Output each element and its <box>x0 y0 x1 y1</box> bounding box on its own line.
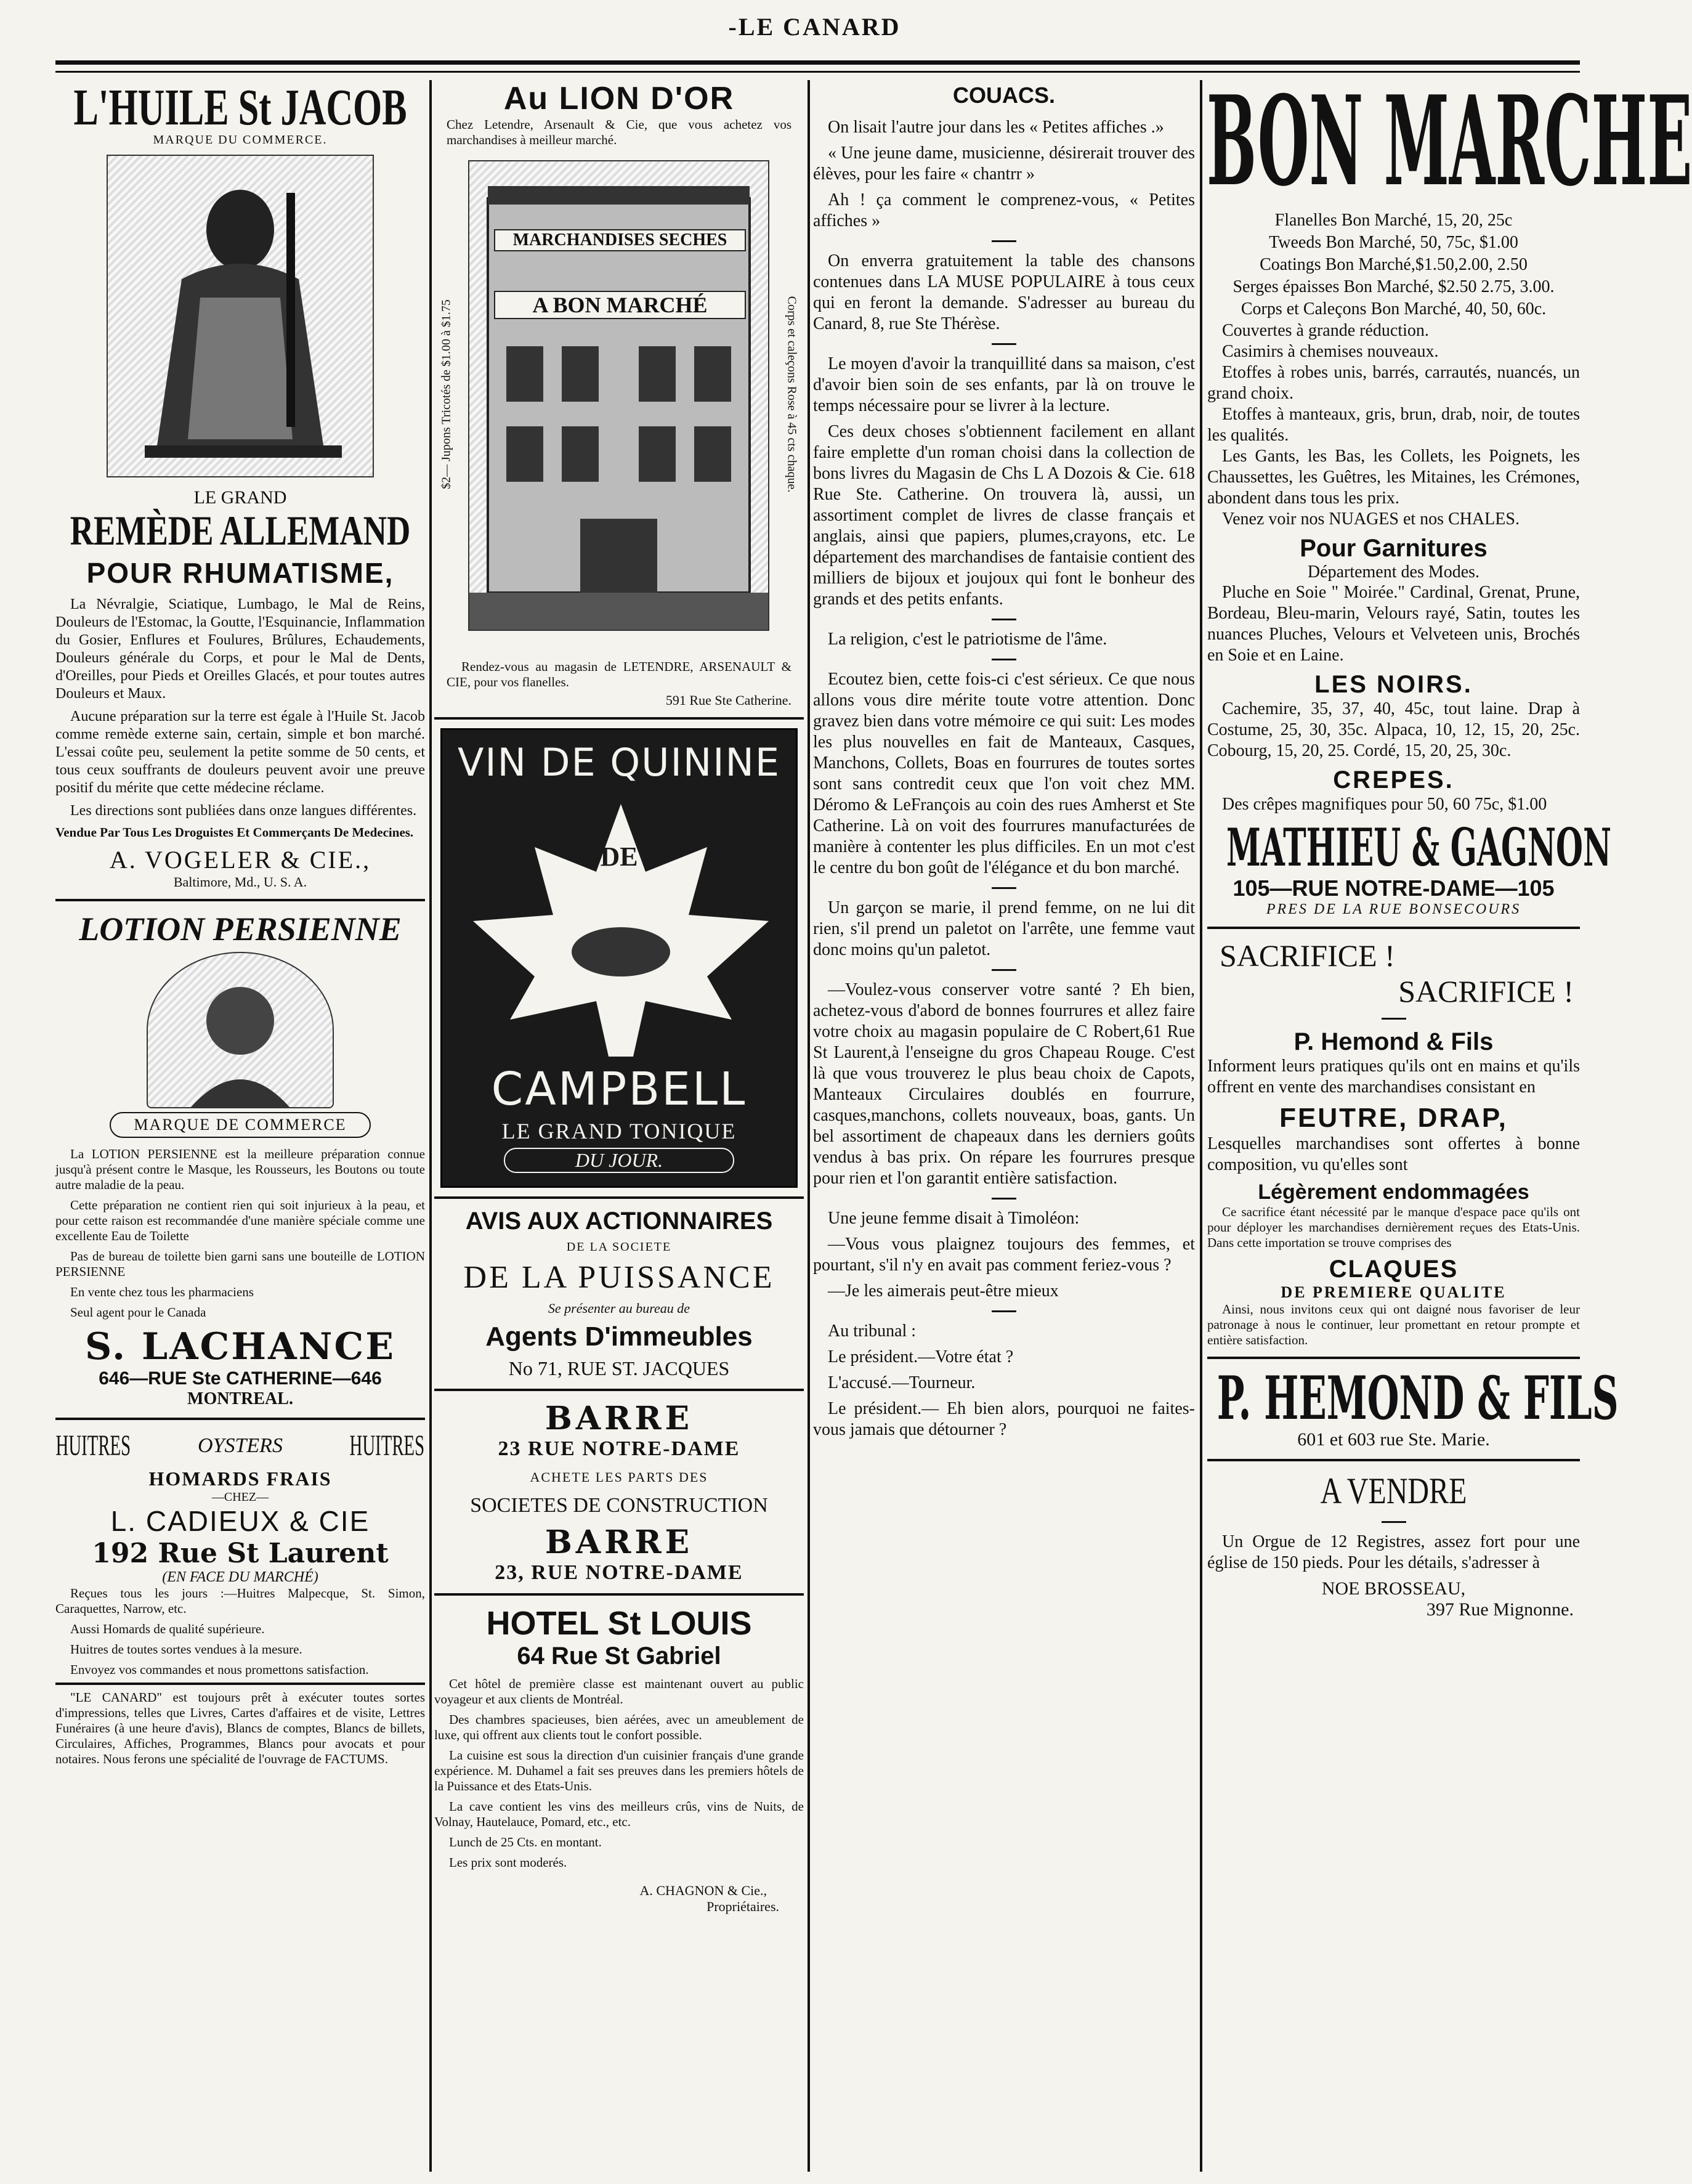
bon-marche-line: Corps et Caleçons Bon Marché, 40, 50, 60c. <box>1241 299 1547 319</box>
couacs-paragraph: Ces deux choses s'obtiennent facilement en allant faire emplette d'un roman choisi dans la collection de bons livres du Magasin de Chs L A Dozois & Cie. 618 Rue Ste. Catherine. On trouvera là, aussi, un assortiment complet de livres de classe français et anglais, ainsi que papiers, plumes,crayons, etc. Le département des marchandises de fantaisie contient des milliers de bijoux et joujoux qui font le bonheur des grands et des petits enfants. <box>813 422 1195 609</box>
vin-de: DE <box>600 842 638 872</box>
store-sign-main: A BON MARCHÉ <box>494 291 746 319</box>
grand-tonique: LE GRAND TONIQUE <box>501 1119 737 1143</box>
lotion-paragraph: La LOTION PERSIENNE est la meilleure préparation connue jusqu'à présent contre le Masque, les Rousseurs, les Boutons ou toute autre maladie de la peau. <box>55 1147 425 1192</box>
bon-marche-line: Tweeds Bon Marché, 50, 75c, $1.00 <box>1269 233 1518 252</box>
cadieux-paragraph: Aussi Homards de qualité supérieure. <box>70 1622 265 1636</box>
lion-side-left-text: $2— Jupons Tricotés de $1.00 à $1.75 <box>439 299 453 489</box>
achete-line: ACHETE LES PARTS DES <box>530 1469 708 1485</box>
remede-paragraph: La Névralgie, Sciatique, Lumbago, le Mal de Reins, Douleurs de l'Estomac, la Goutte, l'Esquinancie, Inflammation du Gosier, Enflures et Foulures, Brûlures, Echaudements, Douleurs générale du Corps, et pour le Mal de Dents, d'Oreilles, pour Pieds et Oreilles Glacés, et pour toutes autres Douleurs et Maux. <box>55 596 425 702</box>
lotion-title: LOTION PERSIENNE <box>79 911 402 948</box>
homards-heading: HOMARDS FRAIS <box>148 1468 332 1490</box>
vogeler-name: A. VOGELER & CIE., <box>109 846 371 874</box>
vendue-line: Vendue Par Tous Les Droguistes Et Commerçants De Medecines. <box>55 825 414 840</box>
maple-leaf-icon <box>448 798 793 1063</box>
huitres-left: HUITRES <box>55 1429 131 1462</box>
barre-title: BARRE <box>544 1524 694 1561</box>
chez-line: —CHEZ— <box>211 1490 269 1504</box>
dash-separator <box>1382 1521 1406 1523</box>
hotel-paragraph: Des chambres spacieuses, bien aérées, avec un ameublement de luxe, qui offrent aux clients tout le confort possible. <box>434 1712 804 1742</box>
dash-separator <box>992 343 1016 345</box>
couacs-paragraph: Au tribunal : <box>828 1321 917 1341</box>
hotel-paragraph: La cuisine est sous la direction d'un cuisinier français d'une grande expérience. M. Duhamel a fait ses preuves dans les premiers hôtels de la Puissance et des Etats-Unis. <box>434 1748 804 1793</box>
lachance-address: 646—RUE Ste CATHERINE—646 <box>99 1368 382 1389</box>
lion-subtitle: Chez Letendre, Arsenault & Cie, que vous achetez vos marchandises à meilleur marché. <box>447 117 791 147</box>
column-rule <box>1200 80 1202 2172</box>
divider <box>434 717 804 720</box>
campbell-name: CAMPBELL <box>491 1063 747 1116</box>
dash-separator <box>992 969 1016 971</box>
chagnon-title: Propriétaires. <box>706 1899 779 1914</box>
huile-title: L'HUILE St JACOB <box>73 79 407 136</box>
hemond-paragraph: Ce sacrifice étant nécessité par le manque d'espace pace qu'ils ont pour déployer les marchandises dernièrement reçues des Etats-Unis. Dans cette importation se trouve comprises des <box>1207 1204 1580 1250</box>
bon-marche-line: Etoffes à manteaux, gris, brun, drab, noir, de toutes les qualités. <box>1207 405 1580 445</box>
couacs-title: COUACS. <box>952 83 1055 108</box>
oysters-word: OYSTERS <box>198 1434 283 1457</box>
lion-address: 591 Rue Ste Catherine. <box>665 692 791 708</box>
agents-heading: Agents D'immeubles <box>485 1321 753 1352</box>
hemond-paragraph: Informent leurs pratiques qu'ils ont en mains et qu'ils offrent en vente des marchandises consistant en <box>1207 1057 1580 1097</box>
hotel-paragraph: Les prix sont moderés. <box>449 1855 567 1870</box>
store-sign-top: MARCHANDISES SECHES <box>494 229 746 251</box>
lion-paragraph: Rendez-vous au magasin de LETENDRE, ARSENAULT & CIE, pour vos flanelles. <box>447 659 791 689</box>
column-1 <box>55 80 425 2172</box>
couacs-paragraph: « Une jeune dame, musicienne, désirerait trouver des élèves, pour les faire « chantrr » <box>813 144 1195 184</box>
bon-marche-line: Flanelles Bon Marché, 15, 20, 25c <box>1274 211 1513 230</box>
cadieux-paragraph: Reçues tous les jours :—Huitres Malpecque, St. Simon, Caraquettes, Narrow, etc. <box>55 1586 425 1616</box>
lion-title: Au LION D'OR <box>503 81 735 116</box>
store-building-illustration <box>468 160 769 631</box>
lotion-paragraph: Seul agent pour le Canada <box>70 1305 206 1320</box>
huile-illustration <box>107 155 374 477</box>
brosseau-address: 397 Rue Mignonne. <box>1426 1599 1574 1620</box>
barre-address: 23 RUE NOTRE-DAME <box>498 1437 740 1460</box>
crepes-paragraph: Des crêpes magnifiques pour 50, 60 75c, $1.00 <box>1222 795 1547 814</box>
column-3 <box>813 80 1195 2172</box>
mathieu-near: PRES DE LA RUE BONSECOURS <box>1266 901 1521 917</box>
dash-separator <box>992 1310 1016 1312</box>
mathieu-address: 105—RUE NOTRE-DAME—105 <box>1233 875 1555 901</box>
lion-side-right-text: Corps et caleçons Rose à 45 cts chaque. <box>785 296 799 493</box>
avis-heading: AVIS AUX ACTIONNAIRES <box>465 1208 773 1235</box>
cadieux-paragraph: Huitres de toutes sortes vendues à la mesure. <box>70 1642 302 1657</box>
rhumatisme-heading: POUR RHUMATISME, <box>86 557 394 589</box>
couacs-paragraph: Ecoutez bien, cette fois-ci c'est sérieux. Ce que nous allons vous dire mérite toute votre attention. Donc gravez bien dans votre mémoire ce qui suit: Les modes les plus nouvelles en fait de Manteaux, Casques, Manchons, Collets, Boas en fourrures de toutes sortes sont sans contredit ceux que l'on voit chez MM. Déromo & LeFrançois au coin des rues Amherst et Ste Catherine. Là on voit des fourrures manufacturées de manière à contenter les plus difficiles. En un mot c'est le centre du bon goût de l'élégance et du bon marché. <box>813 670 1195 877</box>
huitres-right: HUITRES <box>349 1429 425 1462</box>
couacs-paragraph: —Je les aimerais peut-être mieux <box>828 1281 1059 1301</box>
divider <box>55 899 425 901</box>
lotion-paragraph: En vente chez tous les pharmaciens <box>70 1285 254 1299</box>
bon-marche-line: Serges épaisses Bon Marché, $2.50 2.75, 3.00. <box>1233 277 1555 296</box>
vin-quinine-ad <box>440 728 798 1188</box>
hemond-paragraph: Ainsi, nous invitons ceux qui ont daigné nous favoriser de leur patronage à nous le continuer, leur promettant en retour prompte et entière satisfaction. <box>1207 1302 1580 1347</box>
hotel-paragraph: Cet hôtel de première classe est maintenant ouvert au public voyageur et aux clients de Montréal. <box>434 1676 804 1707</box>
bon-marche-line: Coatings Bon Marché,$1.50,2.00, 2.50 <box>1260 255 1528 274</box>
bon-marche-line: Etoffes à robes unis, barrés, carrautés, nuancés, un grand choix. <box>1207 363 1580 403</box>
hemond-heading: P. Hemond & Fils <box>1293 1028 1494 1055</box>
couacs-paragraph: L'accusé.—Tourneur. <box>828 1373 976 1392</box>
couacs-paragraph: Le président.— Eh bien alors, pourquoi ne faites-vous jamais que détourner ? <box>813 1399 1195 1439</box>
bon-marche-line: Casimirs à chemises nouveaux. <box>1222 342 1439 361</box>
lachance-city: MONTREAL. <box>187 1389 293 1408</box>
en-face-line: (EN FACE DU MARCHÉ) <box>162 1569 318 1585</box>
cadieux-address: 192 Rue St Laurent <box>92 1538 389 1569</box>
legerement-heading: Légèrement endommagées <box>1258 1180 1529 1204</box>
lachance-name: S. LACHANCE <box>84 1325 396 1368</box>
masthead: -LE CANARD <box>728 13 901 41</box>
dash-separator <box>992 619 1016 620</box>
lion-illustration-area <box>434 154 804 659</box>
lion-side-right <box>779 154 804 635</box>
huitres-banner <box>55 1429 425 1463</box>
column-4 <box>1206 69 1692 2172</box>
vendre-paragraph: Un Orgue de 12 Registres, assez fort pour une église de 150 pieds. Pour les détails, s'adresser à <box>1207 1532 1580 1572</box>
remede-paragraph: Aucune préparation sur la terre est égale à l'Huile St. Jacob comme remède externe sain, certain, simple et bon marché. L'essai coûte peu, seulement la petite somme de 50 cents, et tous ceux souffrants de douleurs peuvent avoir une preuve positif du mérite que cette médecine réclame. <box>55 708 425 796</box>
lotion-paragraph: Pas de bureau de toilette bien garni sans une bouteille de LOTION PERSIENNE <box>55 1249 425 1279</box>
sacrifice-line-1: SACRIFICE ! <box>1220 938 1395 973</box>
lotion-trademark: MARQUE DE COMMERCE <box>110 1112 371 1138</box>
remede-small-heading: LE GRAND <box>193 487 287 508</box>
divider <box>55 1418 425 1420</box>
sacrifice-line-2: SACRIFICE ! <box>1398 974 1574 1009</box>
huile-trademark: MARQUE DU COMMERCE. <box>153 133 328 147</box>
couacs-paragraph: On lisait l'autre jour dans les « Petites affiches .» <box>828 118 1164 137</box>
dash-separator <box>992 659 1016 660</box>
divider <box>434 1593 804 1596</box>
seated-figure-icon <box>108 156 373 476</box>
lotion-paragraph: Cette préparation ne contient rien qui soit injurieux à la peau, et pour cette raison est recommandée d'une manière spéciale comme une excellente Eau de Toilette <box>55 1198 425 1243</box>
lion-side-left <box>434 154 459 635</box>
dash-separator <box>992 1198 1016 1200</box>
couacs-paragraph: Un garçon se marie, il prend femme, on ne lui dit rien, s'il prend un paletot on l'arrête, une femme vaut donc moins qu'un paletot. <box>813 898 1195 959</box>
divider <box>1207 1357 1580 1359</box>
divider <box>55 1683 425 1685</box>
portrait-icon <box>148 953 333 1107</box>
remede-paragraph: Les directions sont publiées dans onze langues différentes. <box>70 803 417 819</box>
garnitures-heading: Pour Garnitures <box>1300 535 1488 562</box>
vin-title: VIN DE QUININE <box>457 740 781 785</box>
hotel-paragraph: Lunch de 25 Cts. en montant. <box>449 1835 602 1849</box>
premiere-line: DE PREMIERE QUALITE <box>1281 1283 1507 1301</box>
noirs-paragraph: Cachemire, 35, 37, 40, 45c, tout laine. Drap à Costume, 25, 30, 35c. Alpaca, 10, 12, 15, 20, 25c. Cobourg, 15, 20, 25. Cordé, 15, 20, 25, 30c. <box>1207 699 1580 760</box>
presentez-line: Se présenter au bureau de <box>548 1301 690 1316</box>
crepes-heading: CREPES. <box>1333 766 1454 794</box>
cadieux-name: L. CADIEUX & CIE <box>110 1505 370 1537</box>
barre-title: BARRE <box>544 1400 694 1437</box>
couacs-paragraph: Le moyen d'avoir la tranquillité dans sa maison, c'est d'avoir bien soin de ses enfants, par là on trouve le temps nécessaire pour se livrer à la lecture. <box>813 354 1195 415</box>
barre-address: 23, RUE NOTRE-DAME <box>495 1561 743 1584</box>
divider <box>1207 1459 1580 1461</box>
remede-title: REMÈDE ALLEMAND <box>70 507 411 554</box>
bon-marche-line: Couvertes à grande réduction. <box>1222 321 1429 340</box>
dash-separator <box>992 240 1016 242</box>
couacs-paragraph: Ah ! ça comment le comprenez-vous, « Petites affiches » <box>813 190 1195 230</box>
dash-separator <box>1382 1018 1406 1020</box>
vendre-heading: A VENDRE <box>1320 1471 1467 1511</box>
hemond-big-title: P. HEMOND & FILS <box>1216 1363 1619 1433</box>
column-rule <box>429 80 432 2172</box>
lotion-portrait <box>147 952 334 1108</box>
hotel-title: HOTEL St LOUIS <box>486 1605 752 1642</box>
du-jour: DU JOUR. <box>504 1148 734 1173</box>
couacs-paragraph: Le président.—Votre état ? <box>828 1347 1014 1366</box>
couacs-paragraph: Une jeune femme disait à Timoléon: <box>828 1209 1080 1228</box>
couacs-paragraph: —Vous vous plaignez toujours des femmes, et pourtant, s'il n'y en avait pas comment feriez-vous ? <box>813 1235 1195 1275</box>
modes-line: Département des Modes. <box>1307 562 1480 582</box>
chagnon-name: A. CHAGNON & Cie., <box>639 1883 767 1898</box>
cadieux-paragraph: Envoyez vos commandes et nous promettons satisfaction. <box>70 1662 369 1677</box>
mathieu-title: MATHIEU & GAGNON <box>1226 817 1612 878</box>
feutre-heading: FEUTRE, DRAP, <box>1279 1103 1508 1133</box>
hemond-address: 601 et 603 rue Ste. Marie. <box>1297 1429 1490 1450</box>
bon-marche-line: Les Gants, les Bas, les Collets, les Poignets, les Chaussettes, les Guêtres, les Mitaines, les Crémones, abondent dans tous les prix. <box>1207 447 1580 508</box>
claques-heading: CLAQUES <box>1329 1256 1459 1283</box>
divider <box>434 1389 804 1391</box>
column-2 <box>434 80 804 2172</box>
hemond-paragraph: Lesquelles marchandises sont offertes à bonne composition, vu qu'elles sont <box>1207 1134 1580 1174</box>
hotel-address: 64 Rue St Gabriel <box>517 1642 721 1670</box>
bon-marche-title: BON MARCHE <box>1206 69 1692 214</box>
noirs-heading: LES NOIRS. <box>1314 671 1473 698</box>
divider <box>1207 927 1580 929</box>
couacs-paragraph: La religion, c'est le patriotisme de l'âme. <box>828 630 1107 649</box>
societes-line: SOCIETES DE CONSTRUCTION <box>470 1494 768 1517</box>
puissance-heading: DE LA PUISSANCE <box>463 1260 775 1295</box>
couacs-paragraph: —Voulez-vous conserver votre santé ? Eh bien, achetez-vous d'abord de bonnes fourrures et allez faire votre choix au magasin populaire de C Robert,61 Rue St Laurent,à l'enseigne du gros Chapeau Rouge. C'est là que vous trouverez le plus beau choix de Capots, Manteaux Circulaires doublés en fourrure, casques,manchons, collets nouveaux, boas, gants. Un bel assortiment de chapeaux dans les derniers goûts vendus à bas prix. On répare les fourrures presque pour rien et l'on garantit entière satisfaction. <box>813 980 1195 1188</box>
societe-line: DE LA SOCIETE <box>566 1240 672 1254</box>
bon-marche-line: Venez voir nos NUAGES et nos CHALES. <box>1222 509 1520 529</box>
hotel-paragraph: La cave contient les vins des meilleurs crûs, vins de Nuits, de Volnay, Hautelauce, Pomard, etc., etc. <box>434 1799 804 1829</box>
canard-paragraph: "LE CANARD" est toujours prêt à exécuter toutes sortes d'impressions, telles que Livres, Cartes d'affaires et de visite, Lettres Funéraires (à une heure d'avis), Blancs de comptes, Blancs de billets, Circulaires, Affiches, Programmes, Blancs pour avocats et pour notaires. Nous ferons une spécialité de l'ouvrage de FACTUMS. <box>55 1690 425 1766</box>
brosseau-name: NOE BROSSEAU, <box>1321 1578 1466 1599</box>
column-rule <box>808 80 810 2172</box>
vogeler-address: Baltimore, Md., U. S. A. <box>173 874 307 890</box>
garnitures-paragraph: Pluche en Soie " Moirée." Cardinal, Grenat, Prune, Bordeau, Bleu-marin, Velours rayé, Satin, toutes les nuances Pluches, Velours et Velveteen unis, Brochés en Soie et en Laine. <box>1207 583 1580 665</box>
couacs-paragraph: On enverra gratuitement la table des chansons contenues dans LA MUSE POPULAIRE à tous ceux qui en feront la demande. S'adresser au bureau du Canard, 8, rue Ste Thérèse. <box>813 251 1195 333</box>
dash-separator <box>992 887 1016 889</box>
agents-address: No 71, RUE ST. JACQUES <box>508 1357 730 1379</box>
divider <box>434 1196 804 1199</box>
